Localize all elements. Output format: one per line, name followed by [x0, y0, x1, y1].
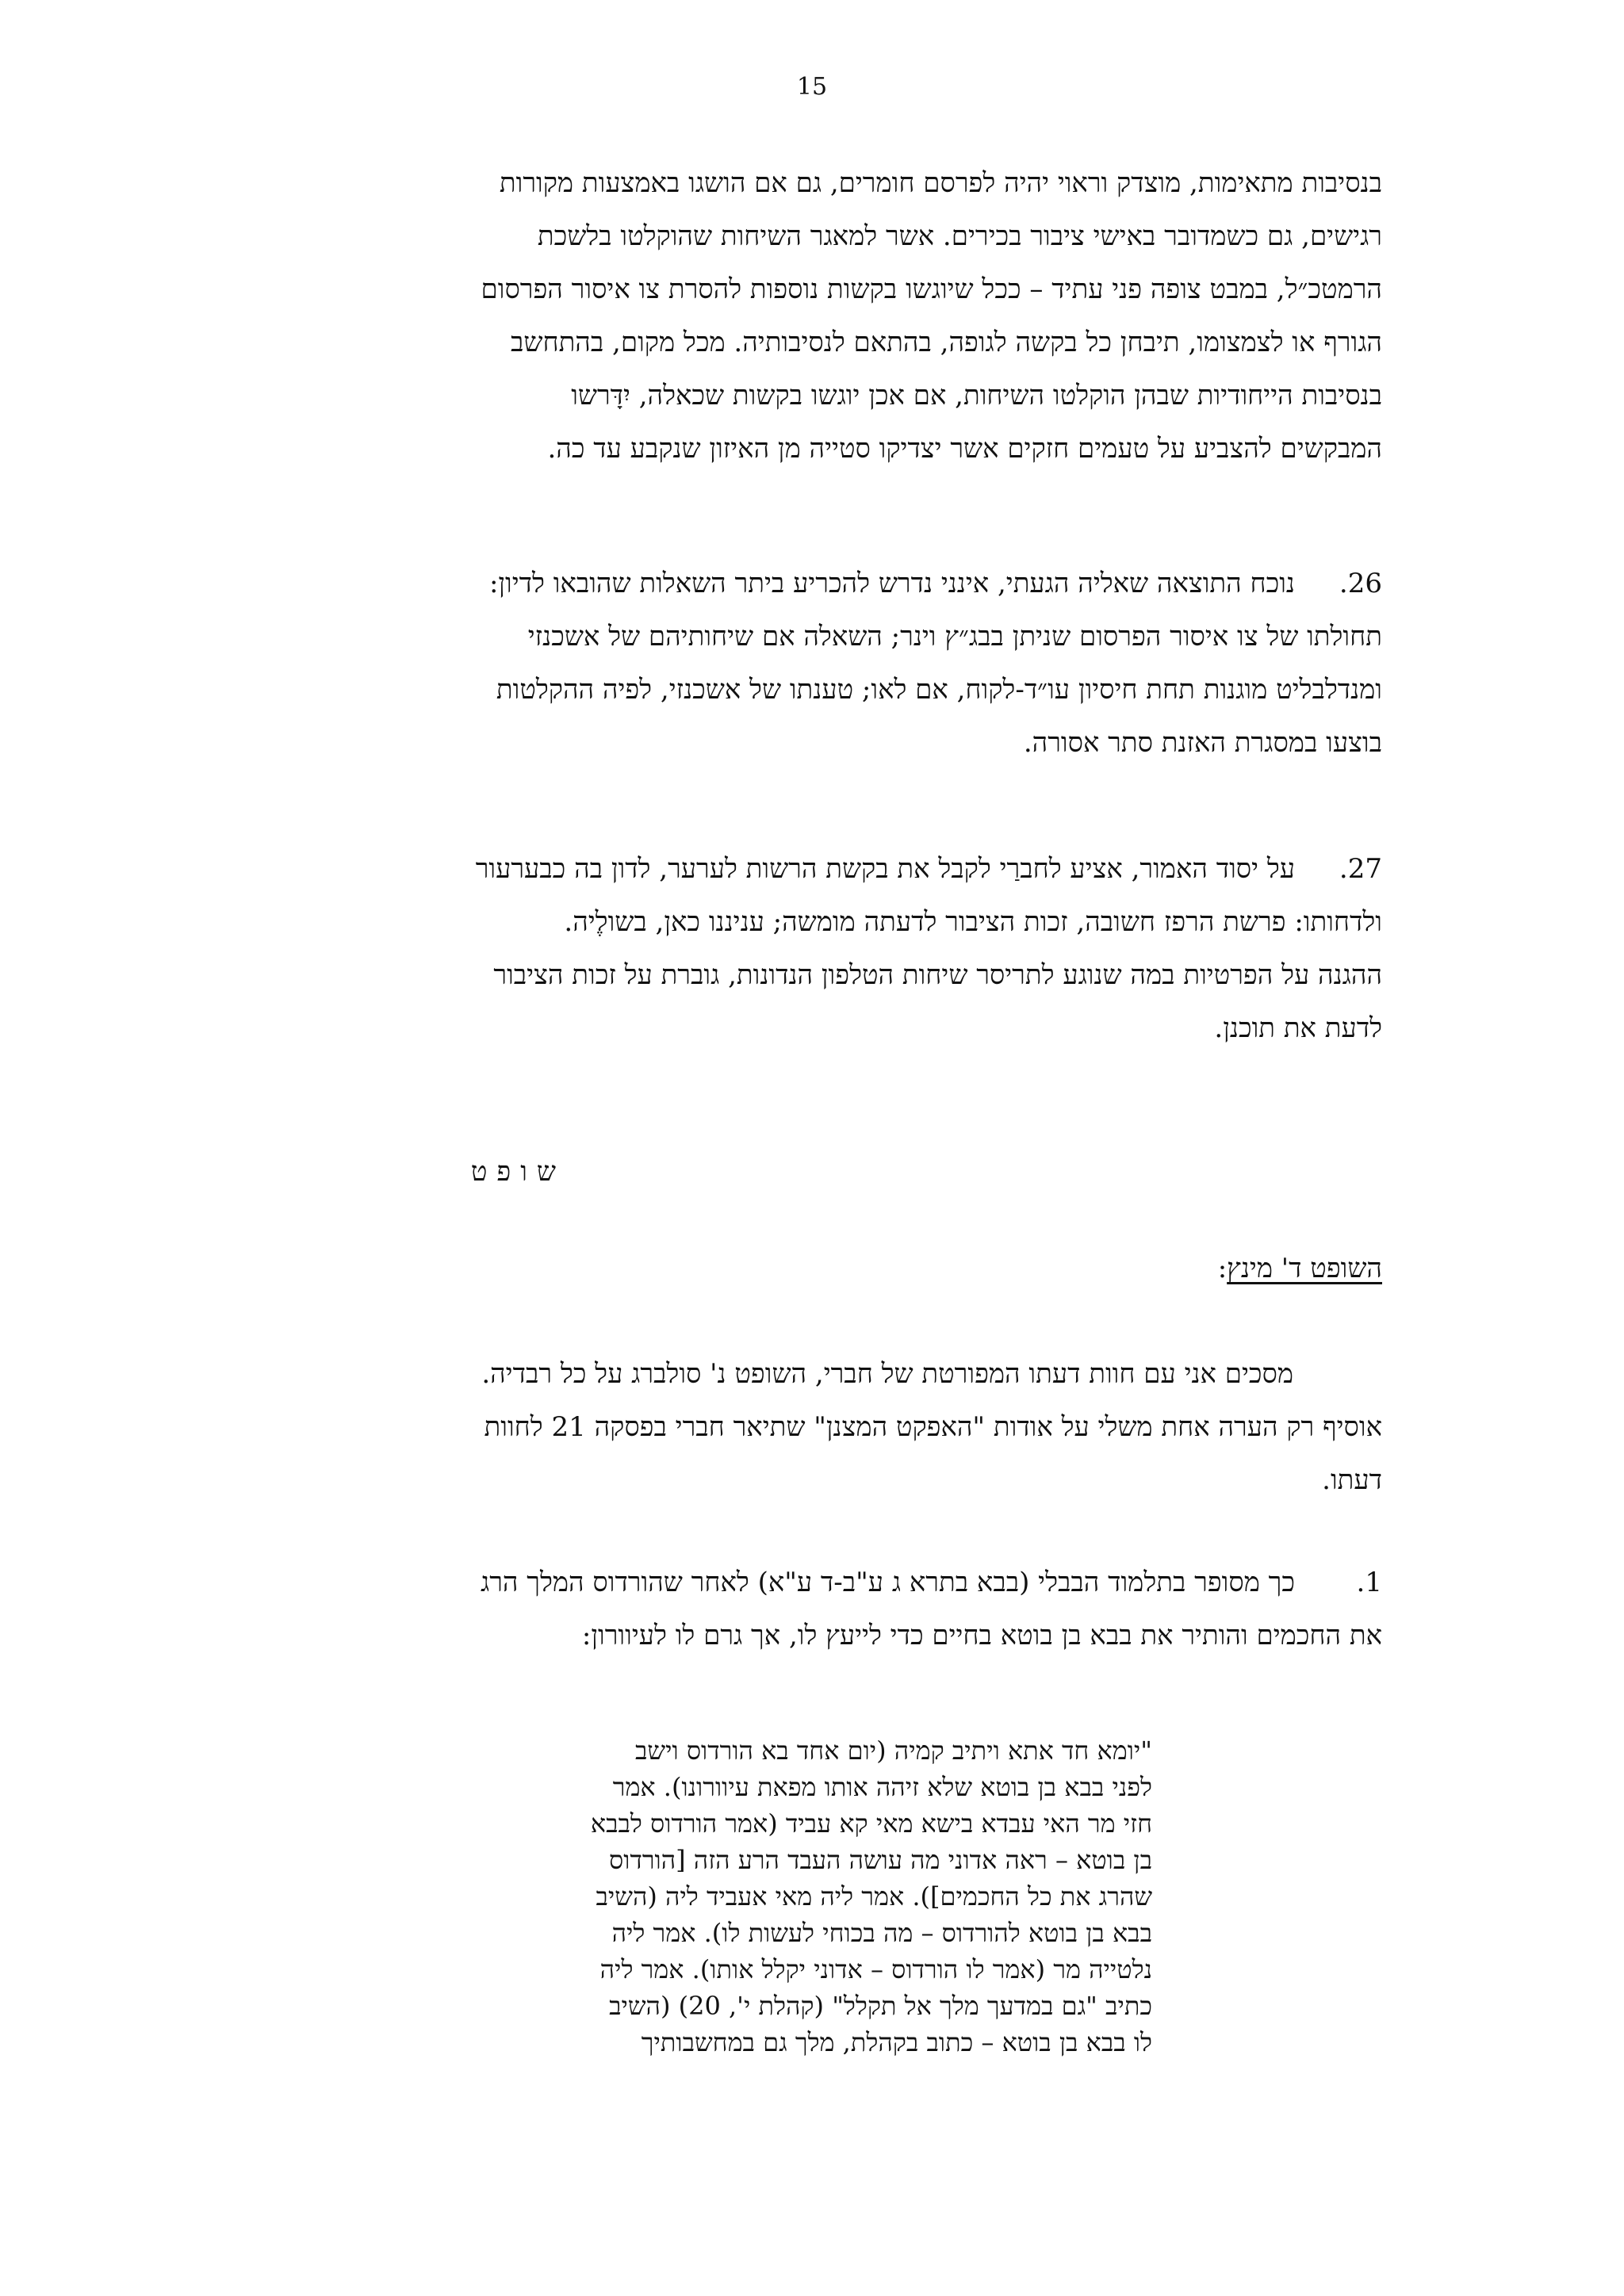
text-line: הגורף או לצמצומו, תיבחן כל בקשה לגופה, בהתאם לנסיבותיה. מכל מקום, בהתחשב	[510, 327, 1382, 358]
text-line: המבקשים להצביע על טעמים חזקים אשר יצדיקו סטייה מן האיזון שנקבע עד כה.	[547, 433, 1382, 465]
quote-line: לו בבא בן בוטא – כתוב בקהלת, מלך גם במחשבותיך	[641, 2027, 1152, 2057]
quote-line: בן בוטא – ראה אדוני מה עושה העבד הרע הזה [הורדוס	[609, 1845, 1152, 1875]
text-line: בנסיבות מתאימות, מוצדק וראוי יהיה לפרסם חומרים, גם אם הושגו באמצעות מקורות	[499, 167, 1382, 199]
quote-line: בבא בן בוטא להורדוס – מה בכוחי לעשות לו). אמר ליה	[611, 1918, 1152, 1948]
judge-name: השופט ד' מינץ	[1227, 1253, 1382, 1284]
judge-heading	[1218, 1253, 1382, 1284]
paragraph-agreement	[264, 1348, 1382, 1507]
quote-line: "יומא חד אתא ויתיב קמיה (יום אחד בא הורדוס וישב	[635, 1735, 1152, 1766]
quote-line: נלטייה מר (אמר לו הורדוס – אדוני יקלל אותו). אמר ליה	[599, 1954, 1152, 1984]
text-line: ולדחותו: פרשת הרפז חשובה, זכות הציבור לדעתה מומשה; עניננו כאן, בשולֶיה.	[564, 906, 1382, 938]
quote-line: כתיב "גם במדעך מלך אל תקלל" (קהלת י', 20) (השיב	[609, 1991, 1152, 2021]
paragraph-27	[264, 843, 1382, 1055]
judge-signature: שופט	[470, 1156, 565, 1188]
text-line: מסכים אני עם חוות דעתו המפורטת של חברי, השופט נ' סולברג על כל רבדיה.	[481, 1358, 1293, 1390]
text-line: ההגנה על הפרטיות במה שנוגע לתריסר שיחות הטלפון הנדונות, גוברת על זכות הציבור	[493, 959, 1382, 991]
paragraph-number: 26.	[1339, 568, 1382, 599]
text-line-content: על יסוד האמור, אציע לחברַי לקבל את בקשת הרשות לערער, לדון בה כבערעור	[475, 853, 1295, 885]
text-line-content: כך מסופר בתלמוד הבבלי (בבא בתרא ג ע"ב-ד ע"א) לאחר שהורדוס המלך הרג	[481, 1567, 1295, 1598]
judge-heading-colon: :	[1217, 1253, 1228, 1284]
text-line	[264, 1556, 1382, 1609]
quote-line: שהרג את כל החכמים]). אמר ליה מאי אעביד ליה (השיב	[596, 1881, 1152, 1911]
text-line: ומנדלבליט מוגנות תחת חיסיון עו״ד-לקוח, אם לאו; טענתו של אשכנזי, לפיה ההקלטות	[496, 674, 1382, 706]
text-line: דעתו.	[1322, 1464, 1382, 1496]
text-line-content: נוכח התוצאה שאליה הגעתי, אינני נדרש להכריע ביתר השאלות שהובאו לדיון:	[488, 568, 1295, 599]
text-line: תחולתו של צו איסור הפרסום שניתן בבג״ץ וינר; השאלה אם שיחותיהם של אשכנזי	[527, 621, 1382, 652]
text-line: בנסיבות הייחודיות שבהן הוקלטו השיחות, אם אכן יוגשו בקשות שכאלה, יִדָּרשו	[571, 380, 1382, 411]
text-line: בוצעו במסגרת האזנת סתר אסורה.	[1023, 727, 1382, 759]
text-line: הרמטכ״ל, במבט צופה פני עתיד – ככל שיוגשו בקשות נוספות להסרת צו איסור הפרסום	[481, 274, 1382, 305]
text-line: אוסיף רק הערה אחת משלי על אודות "האפקט המצנן" שתיאר חברי בפסקה 21 לחוות	[484, 1411, 1382, 1443]
paragraph-continuation	[264, 157, 1382, 476]
quote-line: חזי מר האי עבדא בישא מאי קא עביד (אמר הורדוס לבבא	[590, 1808, 1152, 1839]
text-line: את החכמים והותיר את בבא בן בוטא בחיים כדי לייעץ לו, אך גרם לו לעיוורון:	[581, 1620, 1382, 1651]
text-line: רגישים, גם כשמדובר באישי ציבור בכירים. אשר למאגר השיחות שהוקלטו בלשכת	[537, 220, 1382, 252]
paragraph-number: 1.	[1356, 1567, 1382, 1598]
page-number: 15	[796, 73, 828, 101]
paragraph-number: 27.	[1339, 853, 1382, 885]
block-quote	[454, 1732, 1152, 2061]
paragraph-1	[264, 1556, 1382, 1663]
text-line: לדעת את תוכנן.	[1214, 1012, 1382, 1044]
text-line	[264, 843, 1382, 896]
quote-line: לפני בבא בן בוטא שלא זיהה אותו מפאת עיוורונו). אמר	[612, 1772, 1152, 1802]
text-line	[264, 557, 1382, 610]
paragraph-26	[264, 557, 1382, 770]
